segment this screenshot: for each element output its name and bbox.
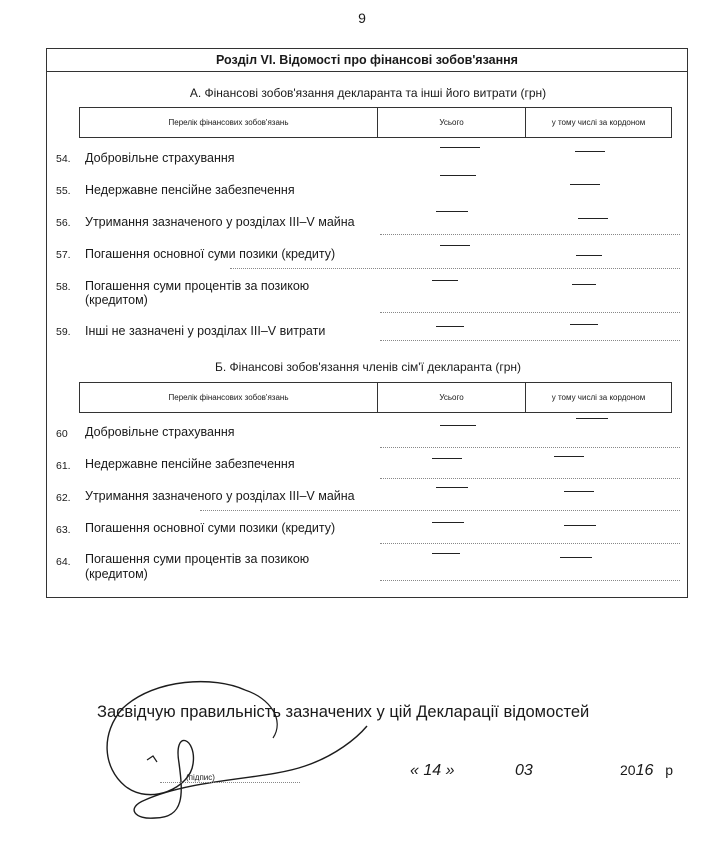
dotted-rule <box>380 312 680 313</box>
abroad-dash <box>564 491 594 492</box>
total-dash <box>440 425 476 426</box>
column-header-total: Усього <box>378 383 526 412</box>
year-prefix: 20 <box>620 762 636 778</box>
part-a-table-header <box>79 107 672 138</box>
row-number: 62. <box>56 492 71 504</box>
row-number: 56. <box>56 217 71 229</box>
signature-rule <box>160 782 300 783</box>
row-label: Добровільне страхування <box>85 425 235 439</box>
row-label: Погашення основної суми позики (кредиту) <box>85 521 336 535</box>
dotted-rule <box>200 510 680 511</box>
total-dash <box>436 487 468 488</box>
section-title: Розділ VI. Відомості про фінансові зобов'язання <box>47 49 687 72</box>
dotted-rule <box>380 478 680 479</box>
abroad-dash <box>572 284 596 285</box>
row-number: 60 <box>56 428 68 440</box>
row-number: 64. <box>56 556 71 568</box>
row-number: 55. <box>56 185 71 197</box>
total-dash <box>432 522 464 523</box>
abroad-dash <box>570 324 598 325</box>
date-day: « 14 » <box>410 762 455 779</box>
abroad-dash <box>564 525 596 526</box>
total-dash <box>432 280 458 281</box>
page-number: 9 <box>358 10 366 26</box>
part-b-table-header <box>79 382 672 413</box>
date-month: 03 <box>515 762 533 779</box>
column-header-list: Перелік фінансових зобов'язань <box>80 383 378 412</box>
row-label: Недержавне пенсійне забезпечення <box>85 183 295 197</box>
dotted-rule <box>380 447 680 448</box>
total-dash <box>440 147 480 148</box>
row-label-continued: (кредитом) <box>85 567 148 581</box>
abroad-dash <box>575 151 605 152</box>
row-number: 61. <box>56 460 71 472</box>
row-label: Утримання зазначеного у розділах III–V майна <box>85 489 355 503</box>
abroad-dash <box>576 418 608 419</box>
row-number: 63. <box>56 524 71 536</box>
part-a-heading: А. Фінансові зобов'язання декларанта та інші його витрати (грн) <box>189 86 547 100</box>
row-label: Добровільне страхування <box>85 151 235 165</box>
column-header-abroad: у тому числі за кордоном <box>551 118 646 127</box>
dotted-rule <box>380 340 680 341</box>
abroad-dash <box>570 184 600 185</box>
total-dash <box>432 553 460 554</box>
section-frame <box>46 48 688 598</box>
abroad-dash <box>554 456 584 457</box>
column-header-abroad: у тому числі за кордоном <box>551 393 646 402</box>
year-unit: р <box>665 762 674 778</box>
dotted-rule <box>380 234 680 235</box>
total-dash <box>440 245 470 246</box>
column-header-list: Перелік фінансових зобов'язань <box>80 108 378 137</box>
row-label-continued: (кредитом) <box>85 293 148 307</box>
row-number: 57. <box>56 249 71 261</box>
row-label: Інші не зазначені у розділах III–V витрати <box>85 324 326 338</box>
abroad-dash <box>560 557 592 558</box>
row-label: Погашення суми процентів за позикою <box>85 552 310 566</box>
signature-label: (підпис) <box>186 773 215 782</box>
dotted-rule <box>380 543 680 544</box>
attestation-text: Засвідчую правильність зазначених у цій Декларації відомостей <box>97 703 590 721</box>
row-number: 58. <box>56 281 71 293</box>
column-header-total: Усього <box>378 108 526 137</box>
dotted-rule <box>380 580 680 581</box>
year-suffix: 16 <box>635 762 654 779</box>
row-label: Утримання зазначеного у розділах III–V майна <box>85 215 355 229</box>
total-dash <box>436 211 468 212</box>
total-dash <box>440 175 476 176</box>
total-dash <box>432 458 462 459</box>
row-label: Недержавне пенсійне забезпечення <box>85 457 295 471</box>
total-dash <box>436 326 464 327</box>
date-year <box>620 762 673 780</box>
signature-scribble <box>95 668 375 844</box>
abroad-dash <box>576 255 602 256</box>
row-number: 54. <box>56 153 71 165</box>
dotted-rule <box>230 268 680 269</box>
row-number: 59. <box>56 326 71 338</box>
row-label: Погашення основної суми позики (кредиту) <box>85 247 336 261</box>
part-b-heading: Б. Фінансові зобов'язання членів сім'ї декларанта (грн) <box>214 360 521 374</box>
abroad-dash <box>578 218 608 219</box>
row-label: Погашення суми процентів за позикою <box>85 279 310 293</box>
